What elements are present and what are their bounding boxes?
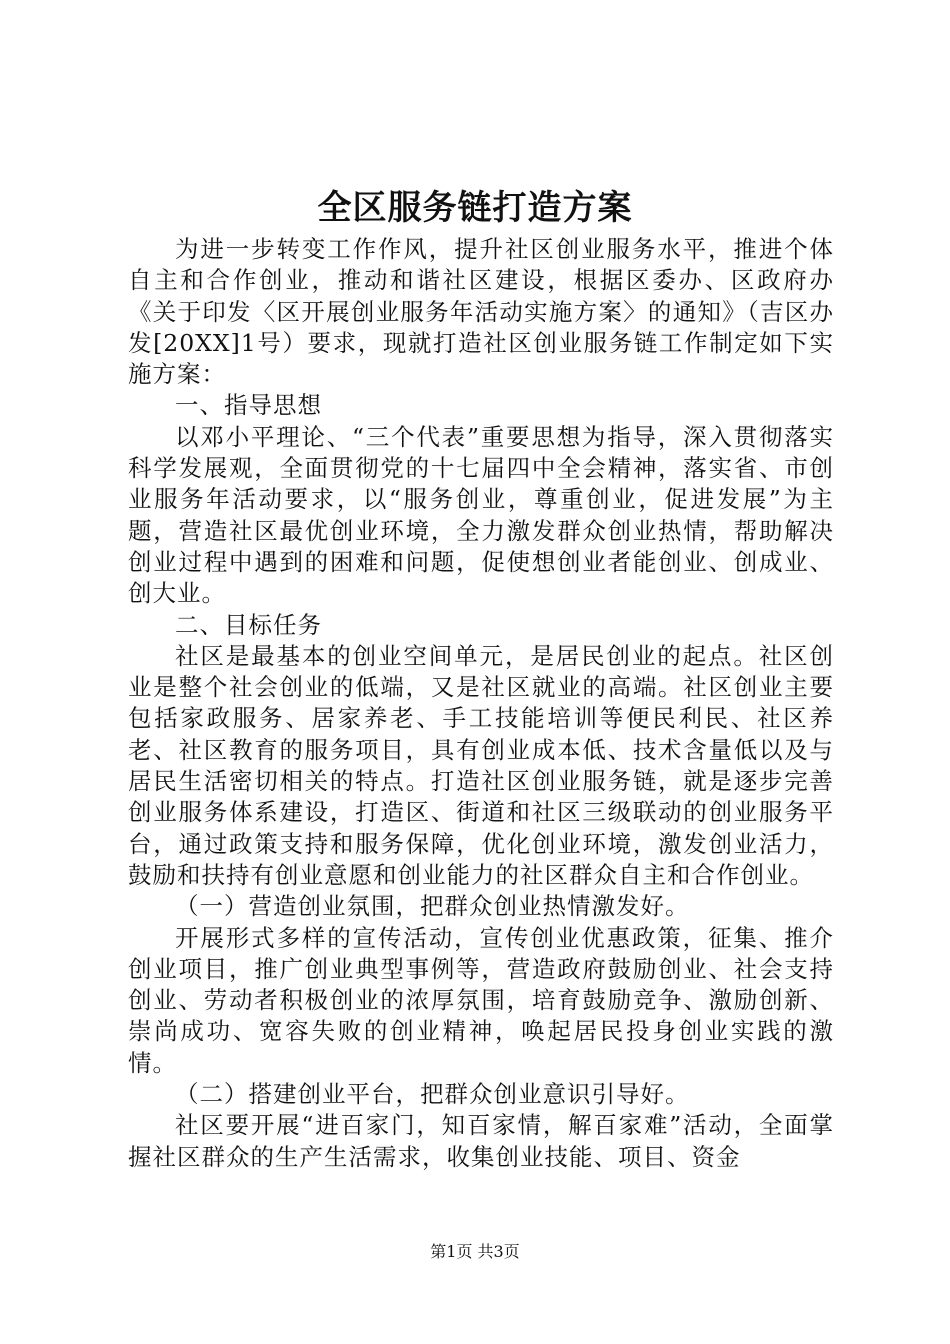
document-body [128,234,834,1173]
atmosphere-paragraph: 开展形式多样的宣传活动，宣传创业优惠政策，征集、推介创业项目，推广创业典型事例等，营造政府鼓励创业、社会支持创业、劳动者积极创业的浓厚氛围，培育鼓励竞争、激励创新、崇尚成功、宽容失败的创业精神，唤起居民投身创业实践的激情。 [128,923,834,1077]
section-heading-guiding-ideology: 一、指导思想 [175,391,322,420]
subheading-atmosphere: （一）营造创业氛围，把群众创业热情激发好。 [175,892,690,921]
intro-paragraph: 为进一步转变工作作风，提升社区创业服务水平，推进个体自主和合作创业，推动和谐社区建设，根据区委办、区政府办《关于印发〈区开展创业服务年活动实施方案〉的通知》（吉区办发[20XX]1号）要求，现就打造社区创业服务链工作制定如下实施方案： [128,235,834,389]
platform-paragraph: 社区要开展“进百家门，知百家情，解百家难”活动，全面掌握社区群众的生产生活需求，收集创业技能、项目、资金 [128,1111,834,1171]
section-heading-goals: 二、目标任务 [175,610,322,639]
guiding-ideology-paragraph: 以邓小平理论、“三个代表”重要思想为指导，深入贯彻落实科学发展观，全面贯彻党的十七届四中全会精神，落实省、市创业服务年活动要求，以“服务创业，尊重创业，促进发展”为主题，营造社区最优创业环境，全力激发群众创业热情，帮助解决创业过程中遇到的困难和问题，促使想创业者能创业、创成业、创大业。 [128,422,834,608]
goals-paragraph: 社区是最基本的创业空间单元，是居民创业的起点。社区创业是整个社会创业的低端，又是社区就业的高端。社区创业主要包括家政服务、居家养老、手工技能培训等便民利民、社区养老、社区教育的服务项目，具有创业成本低、技术含量低以及与居民生活密切相关的特点。打造社区创业服务链，就是逐步完善创业服务体系建设，打造区、街道和社区三级联动的创业服务平台，通过政策支持和服务保障，优化创业环境，激发创业活力，鼓励和扶持有创业意愿和创业能力的社区群众自主和合作创业。 [128,641,834,889]
page-footer: 第1页 共3页 [430,1242,520,1261]
document-title: 全区服务链打造方案 [317,188,633,228]
subheading-platform: （二）搭建创业平台，把群众创业意识引导好。 [175,1080,690,1109]
